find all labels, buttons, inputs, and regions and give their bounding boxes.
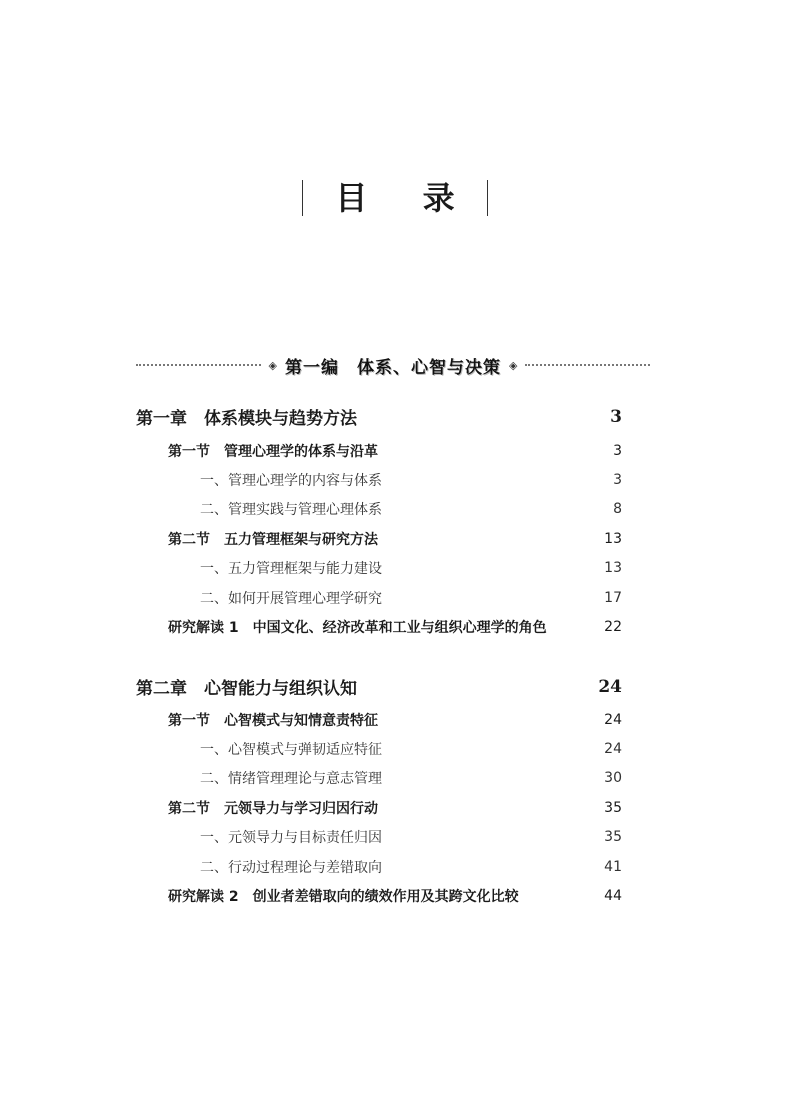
item-title: 二、行动过程理论与差错取向 (200, 860, 382, 876)
toc-chapter-entry[interactable] (136, 674, 622, 699)
toc-section-entry[interactable] (168, 798, 622, 818)
page-number: 35 (604, 829, 622, 845)
page-title-block (0, 178, 790, 218)
item-title: 一、元领导力与目标责任归因 (200, 830, 382, 846)
toc-item-entry[interactable] (200, 768, 622, 788)
diamond-ornament-icon: ◈ (268, 358, 277, 372)
toc-item-entry[interactable] (200, 588, 622, 608)
diamond-ornament-icon: ◈ (509, 358, 518, 372)
item-title: 二、如何开展管理心理学研究 (200, 591, 382, 607)
item-title: 一、管理心理学的内容与体系 (200, 473, 382, 489)
toc-section-entry[interactable] (168, 529, 622, 549)
part-title: 第一编 体系、心智与决策 (285, 357, 501, 378)
page-number: 13 (604, 560, 622, 576)
section-title: 第一节 心智模式与知情意责特征 (168, 713, 378, 729)
toc-item-entry[interactable] (200, 827, 622, 847)
page-number: 17 (604, 590, 622, 606)
dotted-rule-left (136, 364, 261, 366)
page-title: 目 录 (335, 179, 477, 217)
toc-section-entry[interactable] (168, 710, 622, 730)
toc-item-entry[interactable] (200, 499, 622, 519)
section-title: 第二节 五力管理框架与研究方法 (168, 532, 378, 548)
chapter-title: 第一章 体系模块与趋势方法 (136, 409, 357, 429)
page-number: 3 (613, 443, 622, 459)
page-number: 41 (604, 859, 622, 875)
reading-title: 研究解读 1 中国文化、经济改革和工业与组织心理学的角色 (168, 620, 547, 636)
toc-reading-entry[interactable] (168, 617, 622, 637)
page-number: 22 (604, 619, 622, 635)
page-number: 30 (604, 770, 622, 786)
page-number: 24 (604, 741, 622, 757)
toc-item-entry[interactable] (200, 739, 622, 759)
item-title: 二、管理实践与管理心理体系 (200, 502, 382, 518)
page-number: 44 (604, 888, 622, 904)
toc-chapter-entry[interactable] (136, 404, 622, 429)
page-number: 35 (604, 800, 622, 816)
page-number: 24 (604, 712, 622, 728)
page-number: 13 (604, 531, 622, 547)
item-title: 二、情绪管理理论与意志管理 (200, 771, 382, 787)
reading-title: 研究解读 2 创业者差错取向的绩效作用及其跨文化比较 (168, 889, 519, 905)
section-title: 第二节 元领导力与学习归因行动 (168, 801, 378, 817)
item-title: 一、心智模式与弹韧适应特征 (200, 742, 382, 758)
toc-item-entry[interactable] (200, 470, 622, 490)
dotted-rule-right (525, 364, 650, 366)
title-right-rule (487, 180, 488, 216)
page-number: 24 (598, 676, 622, 697)
toc-section-entry[interactable] (168, 441, 622, 461)
page-number: 3 (610, 406, 622, 427)
toc-reading-entry[interactable] (168, 886, 622, 906)
page-number: 3 (613, 472, 622, 488)
chapter-title: 第二章 心智能力与组织认知 (136, 679, 357, 699)
toc-item-entry[interactable] (200, 558, 622, 578)
item-title: 一、五力管理框架与能力建设 (200, 561, 382, 577)
toc-item-entry[interactable] (200, 857, 622, 877)
page-number: 8 (613, 501, 622, 517)
section-title: 第一节 管理心理学的体系与沿革 (168, 444, 378, 460)
part-banner (136, 352, 650, 378)
